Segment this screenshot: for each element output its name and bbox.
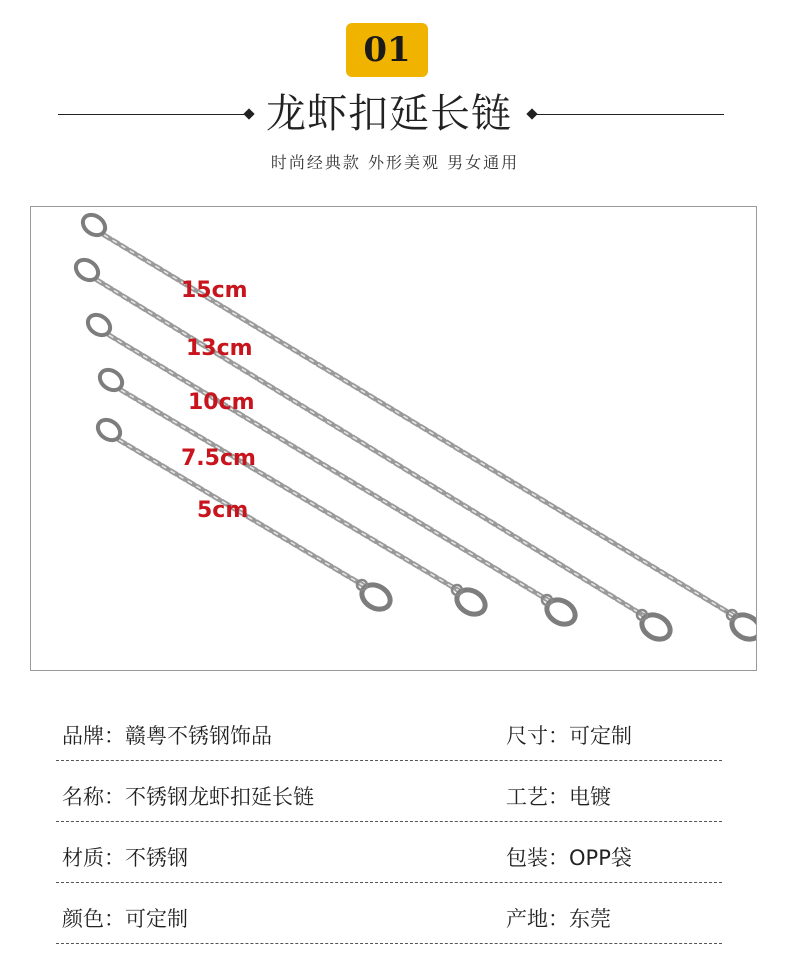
spec-packaging: 包装：OPP袋	[506, 846, 632, 870]
spec-size: 尺寸：可定制	[506, 724, 632, 748]
spec-name: 名称：不锈钢龙虾扣延长链	[62, 785, 314, 809]
title-divider-right	[534, 114, 724, 115]
product-subtitle: 时尚经典款 外形美观 男女通用	[270, 153, 520, 172]
spec-row	[56, 883, 722, 944]
chains-group	[72, 211, 757, 644]
spec-brand: 品牌：赣粤不锈钢饰品	[62, 724, 272, 748]
spec-row	[56, 700, 722, 761]
spec-craft: 工艺：电镀	[506, 785, 611, 809]
length-label-10cm: 10cm	[188, 390, 255, 415]
title-divider-left	[58, 114, 244, 115]
title-row	[58, 88, 724, 140]
spec-material: 材质：不锈钢	[62, 846, 188, 870]
length-label-15cm: 15cm	[181, 278, 248, 303]
spec-row	[56, 822, 722, 883]
length-label-13cm: 13cm	[186, 336, 253, 361]
chain-illustration	[31, 207, 757, 671]
section-number-badge: 01	[346, 23, 428, 77]
spec-row	[56, 761, 722, 822]
spec-table	[56, 700, 722, 944]
length-label-5cm: 5cm	[197, 498, 249, 523]
spec-color: 颜色：可定制	[62, 907, 188, 931]
product-title: 龙虾扣延长链	[266, 91, 512, 137]
product-photo	[30, 206, 757, 671]
spec-origin: 产地：东莞	[506, 907, 611, 931]
length-label-7-5cm: 7.5cm	[181, 446, 256, 471]
diamond-ornament-left	[243, 108, 254, 119]
